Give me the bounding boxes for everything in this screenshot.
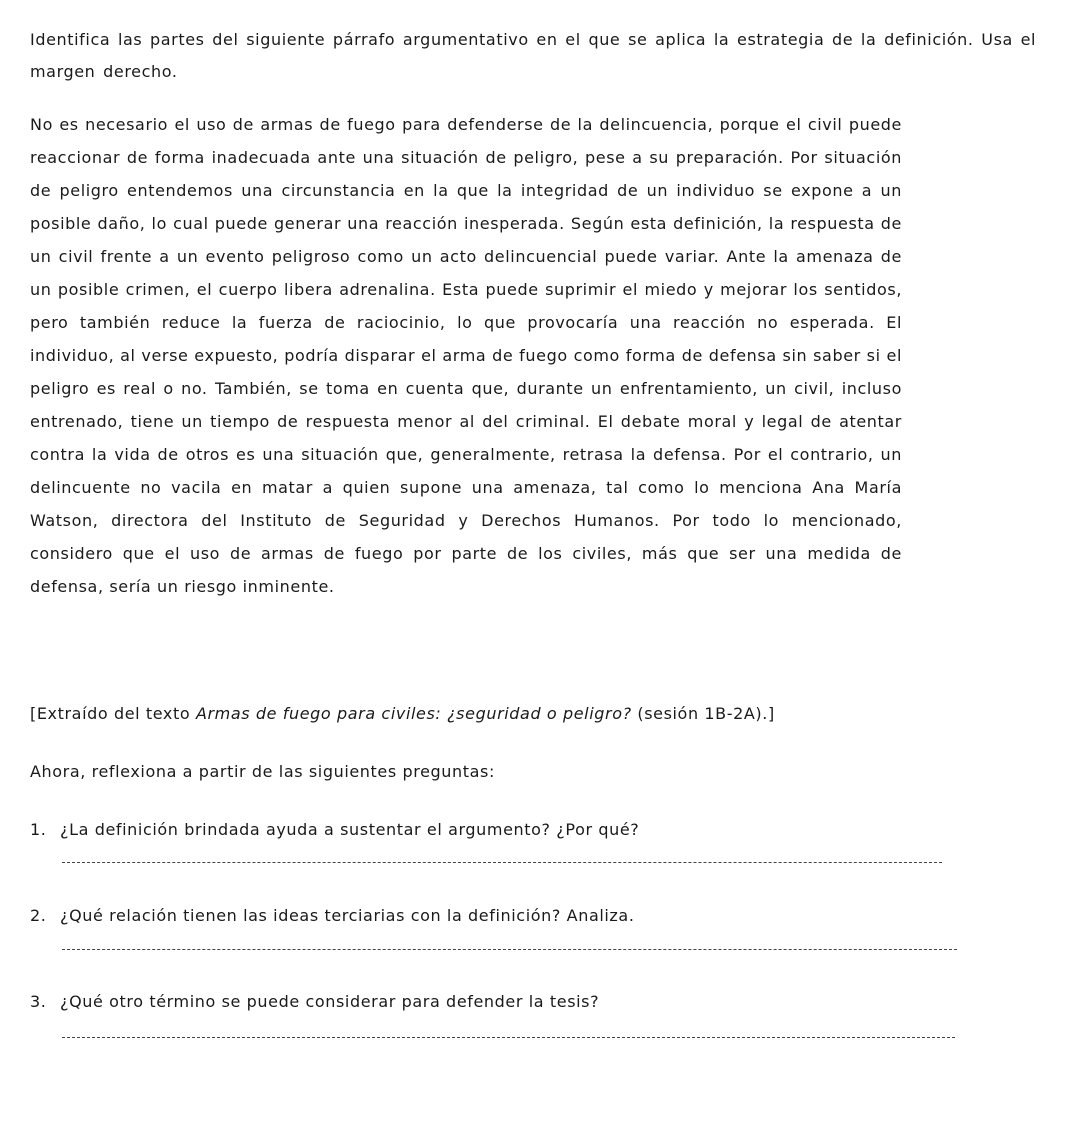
- source-prefix: [Extraído del texto: [30, 704, 196, 723]
- instruction-text: Identifica las partes del siguiente párrafo argumentativo en el que se aplica la estrategia de la definición. Usa el margen derecho.: [30, 30, 1037, 81]
- question-2: [30, 902, 635, 930]
- answer-line-2[interactable]: [62, 949, 957, 950]
- question-text: ¿Qué relación tienen las ideas terciarias con la definición? Analiza.: [60, 906, 635, 925]
- source-title: Armas de fuego para civiles: ¿seguridad o peligro?: [195, 704, 632, 723]
- source-citation: [30, 700, 1030, 728]
- question-text: ¿Qué otro término se puede considerar para defender la tesis?: [60, 992, 600, 1011]
- question-text: ¿La definición brindada ayuda a sustentar el argumento? ¿Por qué?: [60, 820, 640, 839]
- question-3: [30, 988, 599, 1016]
- question-number: 2.: [30, 906, 47, 925]
- source-suffix: (sesión 1B-2A).]: [631, 704, 775, 723]
- question-1: [30, 816, 639, 844]
- question-number: 1.: [30, 820, 47, 839]
- question-number: 3.: [30, 992, 47, 1011]
- reflection-prompt: Ahora, reflexiona a partir de las siguientes preguntas:: [30, 762, 495, 781]
- answer-line-1[interactable]: [62, 862, 942, 863]
- answer-line-3[interactable]: [62, 1037, 955, 1038]
- argumentative-paragraph: No es necesario el uso de armas de fuego para defenderse de la delincuencia, porque el civil puede reaccionar de forma inadecuada ante una situación de peligro, pese a su preparación. Por situación de peligro entendemos una circunstancia en la que la integridad de un individuo se expone a un posible daño, lo cual puede generar una reacción inesperada. Según esta definición, la respuesta de un civil frente a un evento peligroso como un acto delincuencial puede variar. Ante la amenaza de un posible crimen, el cuerpo libera adrenalina. Esta puede suprimir el miedo y mejorar los sentidos, pero también reduce la fuerza de raciocinio, lo que provocaría una reacción no esperada. El individuo, al verse expuesto, podría disparar el arma de fuego como forma de defensa sin saber si el peligro es real o no. También, se toma en cuenta que, durante un enfrentamiento, un civil, incluso entrenado, tiene un tiempo de respuesta menor al del criminal. El debate moral y legal de atentar contra la vida de otros es una situación que, generalmente, retrasa la defensa. Por el contrario, un delincuente no vacila en matar a quien supone una amenaza, tal como lo menciona Ana María Watson, directora del Instituto de Seguridad y Derechos Humanos. Por todo lo mencionado, considero que el uso de armas de fuego por parte de los civiles, más que ser una medida de defensa, sería un riesgo inminente.: [30, 115, 902, 596]
